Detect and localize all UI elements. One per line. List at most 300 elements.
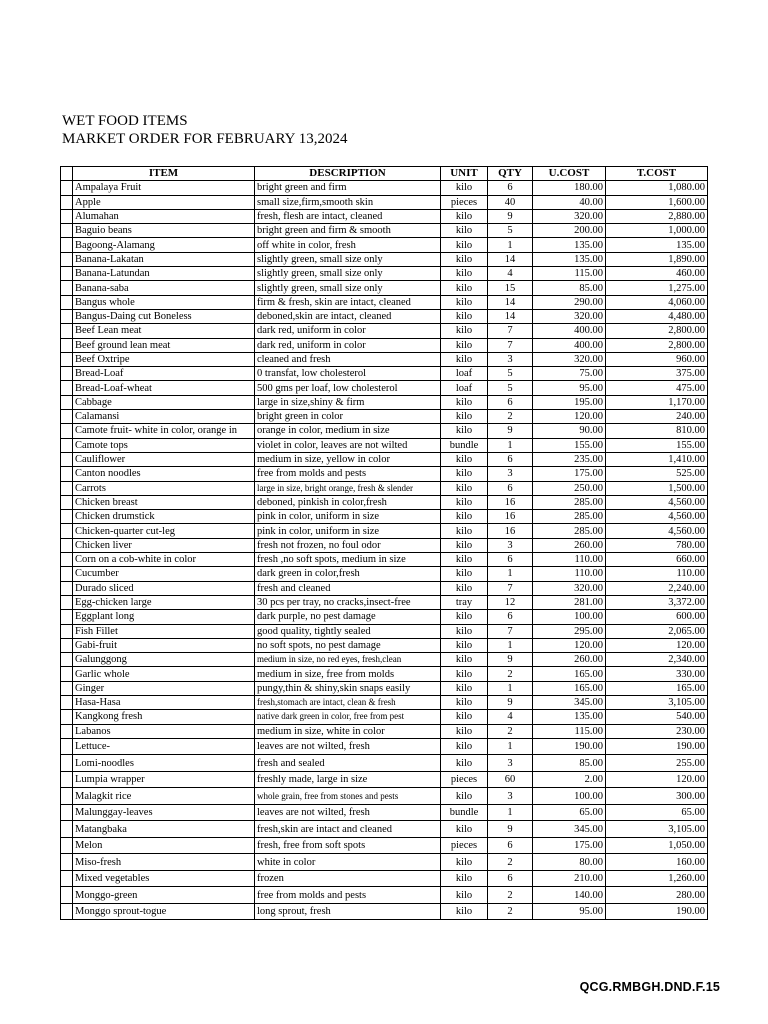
unit-cell: kilo <box>441 395 488 409</box>
table-row <box>61 181 708 195</box>
row-marker-cell <box>61 681 73 695</box>
unit-cost-cell: 115.00 <box>533 267 606 281</box>
row-marker-header <box>61 167 73 181</box>
description-cell: firm & fresh, skin are intact, cleaned <box>255 295 441 309</box>
unit-cell: kilo <box>441 788 488 805</box>
unit-cell: kilo <box>441 738 488 755</box>
unit-cost-cell: 200.00 <box>533 224 606 238</box>
item-cell: Lomi-noodles <box>73 755 255 772</box>
column-header-description: DESCRIPTION <box>255 167 441 181</box>
unit-cost-cell: 190.00 <box>533 738 606 755</box>
unit-cell: kilo <box>441 624 488 638</box>
unit-cost-cell: 110.00 <box>533 553 606 567</box>
item-cell: Camote fruit- white in color, orange in <box>73 424 255 438</box>
total-cost-cell: 810.00 <box>606 424 708 438</box>
unit-cost-cell: 85.00 <box>533 755 606 772</box>
total-cost-cell: 1,000.00 <box>606 224 708 238</box>
item-cell: Monggo-green <box>73 887 255 904</box>
item-cell: Gabi-fruit <box>73 638 255 652</box>
table-row <box>61 887 708 904</box>
description-cell: 0 transfat, low cholesterol <box>255 367 441 381</box>
table-row <box>61 837 708 854</box>
total-cost-cell: 960.00 <box>606 352 708 366</box>
unit-cell: kilo <box>441 724 488 738</box>
qty-cell: 3 <box>488 467 533 481</box>
table-row <box>61 252 708 266</box>
description-cell: cleaned and fresh <box>255 352 441 366</box>
item-cell: Bread-Loaf <box>73 367 255 381</box>
table-row <box>61 510 708 524</box>
table-row <box>61 467 708 481</box>
table-row <box>61 338 708 352</box>
qty-cell: 7 <box>488 624 533 638</box>
table-row <box>61 367 708 381</box>
unit-cost-cell: 40.00 <box>533 195 606 209</box>
item-cell: Kangkong fresh <box>73 710 255 724</box>
unit-cell: tray <box>441 595 488 609</box>
unit-cost-cell: 90.00 <box>533 424 606 438</box>
item-cell: Carrots <box>73 481 255 495</box>
unit-cell: loaf <box>441 381 488 395</box>
item-cell: Monggo sprout-togue <box>73 903 255 920</box>
unit-cost-cell: 400.00 <box>533 338 606 352</box>
row-marker-cell <box>61 710 73 724</box>
description-cell: slightly green, small size only <box>255 267 441 281</box>
item-cell: Labanos <box>73 724 255 738</box>
table-row <box>61 209 708 223</box>
item-cell: Camote tops <box>73 438 255 452</box>
unit-cost-cell: 100.00 <box>533 610 606 624</box>
total-cost-cell: 330.00 <box>606 667 708 681</box>
row-marker-cell <box>61 395 73 409</box>
unit-cell: kilo <box>441 538 488 552</box>
row-marker-cell <box>61 224 73 238</box>
item-cell: Baguio beans <box>73 224 255 238</box>
item-cell: Bangus-Daing cut Boneless <box>73 309 255 323</box>
qty-cell: 2 <box>488 410 533 424</box>
qty-cell: 6 <box>488 837 533 854</box>
total-cost-cell: 475.00 <box>606 381 708 395</box>
table-row <box>61 804 708 821</box>
table-row <box>61 854 708 871</box>
qty-cell: 12 <box>488 595 533 609</box>
item-cell: Bangus whole <box>73 295 255 309</box>
item-cell: Durado sliced <box>73 581 255 595</box>
description-cell: freshly made, large in size <box>255 771 441 788</box>
unit-cell: kilo <box>441 281 488 295</box>
item-cell: Bread-Loaf-wheat <box>73 381 255 395</box>
table-row <box>61 524 708 538</box>
table-row <box>61 381 708 395</box>
item-cell: Miso-fresh <box>73 854 255 871</box>
unit-cell: kilo <box>441 481 488 495</box>
unit-cost-cell: 135.00 <box>533 238 606 252</box>
total-cost-cell: 2,065.00 <box>606 624 708 638</box>
unit-cell: kilo <box>441 854 488 871</box>
unit-cell: kilo <box>441 653 488 667</box>
description-cell: leaves are not wilted, fresh <box>255 804 441 821</box>
table-row <box>61 653 708 667</box>
unit-cost-cell: 140.00 <box>533 887 606 904</box>
item-cell: Banana-Latundan <box>73 267 255 281</box>
item-cell: Canton noodles <box>73 467 255 481</box>
row-marker-cell <box>61 452 73 466</box>
unit-cost-cell: 155.00 <box>533 438 606 452</box>
total-cost-cell: 1,080.00 <box>606 181 708 195</box>
unit-cell: kilo <box>441 324 488 338</box>
qty-cell: 2 <box>488 903 533 920</box>
description-cell: medium in size, white in color <box>255 724 441 738</box>
total-cost-cell: 300.00 <box>606 788 708 805</box>
total-cost-cell: 160.00 <box>606 854 708 871</box>
item-cell: Egg-chicken large <box>73 595 255 609</box>
description-cell: fresh and cleaned <box>255 581 441 595</box>
qty-cell: 4 <box>488 267 533 281</box>
qty-cell: 5 <box>488 381 533 395</box>
description-cell: fresh, flesh are intact, cleaned <box>255 209 441 223</box>
qty-cell: 2 <box>488 854 533 871</box>
item-cell: Chicken liver <box>73 538 255 552</box>
row-marker-cell <box>61 870 73 887</box>
table-row <box>61 724 708 738</box>
unit-cost-cell: 320.00 <box>533 352 606 366</box>
unit-cost-cell: 345.00 <box>533 821 606 838</box>
total-cost-cell: 230.00 <box>606 724 708 738</box>
row-marker-cell <box>61 653 73 667</box>
qty-cell: 16 <box>488 495 533 509</box>
unit-cost-cell: 175.00 <box>533 467 606 481</box>
table-row <box>61 267 708 281</box>
column-header-item: ITEM <box>73 167 255 181</box>
description-cell: good quality, tightly sealed <box>255 624 441 638</box>
qty-cell: 2 <box>488 887 533 904</box>
row-marker-cell <box>61 238 73 252</box>
qty-cell: 1 <box>488 681 533 695</box>
row-marker-cell <box>61 495 73 509</box>
unit-cost-cell: 290.00 <box>533 295 606 309</box>
qty-cell: 7 <box>488 324 533 338</box>
description-cell: off white in color, fresh <box>255 238 441 252</box>
column-header-total-cost: T.COST <box>606 167 708 181</box>
table-header-row <box>61 167 708 181</box>
row-marker-cell <box>61 788 73 805</box>
table-row <box>61 352 708 366</box>
item-cell: Eggplant long <box>73 610 255 624</box>
unit-cell: kilo <box>441 870 488 887</box>
total-cost-cell: 4,560.00 <box>606 495 708 509</box>
row-marker-cell <box>61 821 73 838</box>
table-row <box>61 195 708 209</box>
qty-cell: 14 <box>488 309 533 323</box>
row-marker-cell <box>61 887 73 904</box>
table-row <box>61 238 708 252</box>
total-cost-cell: 1,890.00 <box>606 252 708 266</box>
item-cell: Matangbaka <box>73 821 255 838</box>
row-marker-cell <box>61 567 73 581</box>
table-row <box>61 324 708 338</box>
item-cell: Beef ground lean meat <box>73 338 255 352</box>
table-row <box>61 624 708 638</box>
qty-cell: 1 <box>488 638 533 652</box>
row-marker-cell <box>61 295 73 309</box>
item-cell: Apple <box>73 195 255 209</box>
item-cell: Malagkit rice <box>73 788 255 805</box>
description-cell: fresh and sealed <box>255 755 441 772</box>
column-header-unit: UNIT <box>441 167 488 181</box>
item-cell: Cucumber <box>73 567 255 581</box>
table-row <box>61 495 708 509</box>
row-marker-cell <box>61 755 73 772</box>
row-marker-cell <box>61 538 73 552</box>
description-cell: slightly green, small size only <box>255 281 441 295</box>
qty-cell: 1 <box>488 804 533 821</box>
total-cost-cell: 2,880.00 <box>606 209 708 223</box>
row-marker-cell <box>61 524 73 538</box>
description-cell: violet in color, leaves are not wilted <box>255 438 441 452</box>
unit-cost-cell: 95.00 <box>533 903 606 920</box>
qty-cell: 3 <box>488 788 533 805</box>
unit-cost-cell: 180.00 <box>533 181 606 195</box>
description-cell: dark purple, no pest damage <box>255 610 441 624</box>
row-marker-cell <box>61 267 73 281</box>
unit-cell: bundle <box>441 804 488 821</box>
row-marker-cell <box>61 438 73 452</box>
qty-cell: 3 <box>488 538 533 552</box>
total-cost-cell: 2,800.00 <box>606 324 708 338</box>
description-cell: pink in color, uniform in size <box>255 524 441 538</box>
unit-cost-cell: 400.00 <box>533 324 606 338</box>
item-cell: Alumahan <box>73 209 255 223</box>
total-cost-cell: 2,340.00 <box>606 653 708 667</box>
unit-cell: kilo <box>441 667 488 681</box>
total-cost-cell: 4,560.00 <box>606 524 708 538</box>
column-header-qty: QTY <box>488 167 533 181</box>
unit-cost-cell: 80.00 <box>533 854 606 871</box>
qty-cell: 7 <box>488 581 533 595</box>
unit-cost-cell: 135.00 <box>533 710 606 724</box>
table-row <box>61 788 708 805</box>
form-code: QCG.RMBGH.DND.F.15 <box>579 980 720 994</box>
unit-cell: kilo <box>441 510 488 524</box>
unit-cell: bundle <box>441 438 488 452</box>
unit-cell: kilo <box>441 903 488 920</box>
row-marker-cell <box>61 467 73 481</box>
table-row <box>61 710 708 724</box>
qty-cell: 16 <box>488 524 533 538</box>
unit-cell: kilo <box>441 821 488 838</box>
total-cost-cell: 255.00 <box>606 755 708 772</box>
table-row <box>61 295 708 309</box>
description-cell: 500 gms per loaf, low cholesterol <box>255 381 441 395</box>
unit-cost-cell: 2.00 <box>533 771 606 788</box>
unit-cell: kilo <box>441 681 488 695</box>
description-cell: orange in color, medium in size <box>255 424 441 438</box>
total-cost-cell: 165.00 <box>606 681 708 695</box>
qty-cell: 6 <box>488 610 533 624</box>
qty-cell: 1 <box>488 438 533 452</box>
table-row <box>61 538 708 552</box>
unit-cost-cell: 195.00 <box>533 395 606 409</box>
total-cost-cell: 600.00 <box>606 610 708 624</box>
total-cost-cell: 120.00 <box>606 638 708 652</box>
qty-cell: 4 <box>488 710 533 724</box>
table-row <box>61 281 708 295</box>
unit-cost-cell: 285.00 <box>533 510 606 524</box>
table-row <box>61 410 708 424</box>
unit-cell: pieces <box>441 837 488 854</box>
total-cost-cell: 460.00 <box>606 267 708 281</box>
description-cell: free from molds and pests <box>255 887 441 904</box>
description-cell: fresh,stomach are intact, clean & fresh <box>255 695 441 709</box>
table-row <box>61 903 708 920</box>
unit-cell: pieces <box>441 195 488 209</box>
description-cell: fresh,skin are intact and cleaned <box>255 821 441 838</box>
row-marker-cell <box>61 424 73 438</box>
unit-cost-cell: 320.00 <box>533 209 606 223</box>
total-cost-cell: 120.00 <box>606 771 708 788</box>
row-marker-cell <box>61 667 73 681</box>
total-cost-cell: 1,600.00 <box>606 195 708 209</box>
item-cell: Ginger <box>73 681 255 695</box>
item-cell: Lumpia wrapper <box>73 771 255 788</box>
item-cell: Lettuce- <box>73 738 255 755</box>
unit-cell: pieces <box>441 771 488 788</box>
row-marker-cell <box>61 352 73 366</box>
unit-cell: kilo <box>441 452 488 466</box>
qty-cell: 5 <box>488 367 533 381</box>
row-marker-cell <box>61 553 73 567</box>
unit-cost-cell: 75.00 <box>533 367 606 381</box>
total-cost-cell: 375.00 <box>606 367 708 381</box>
table-row <box>61 755 708 772</box>
qty-cell: 2 <box>488 724 533 738</box>
item-cell: Cauliflower <box>73 452 255 466</box>
description-cell: no soft spots, no pest damage <box>255 638 441 652</box>
unit-cost-cell: 345.00 <box>533 695 606 709</box>
row-marker-cell <box>61 724 73 738</box>
total-cost-cell: 525.00 <box>606 467 708 481</box>
table-row <box>61 771 708 788</box>
row-marker-cell <box>61 381 73 395</box>
description-cell: pink in color, uniform in size <box>255 510 441 524</box>
table-row <box>61 821 708 838</box>
description-cell: bright green and firm & smooth <box>255 224 441 238</box>
description-cell: dark red, uniform in color <box>255 324 441 338</box>
description-cell: white in color <box>255 854 441 871</box>
description-cell: small size,firm,smooth skin <box>255 195 441 209</box>
unit-cell: kilo <box>441 553 488 567</box>
qty-cell: 15 <box>488 281 533 295</box>
row-marker-cell <box>61 581 73 595</box>
total-cost-cell: 155.00 <box>606 438 708 452</box>
qty-cell: 9 <box>488 695 533 709</box>
qty-cell: 5 <box>488 224 533 238</box>
row-marker-cell <box>61 309 73 323</box>
unit-cell: kilo <box>441 695 488 709</box>
row-marker-cell <box>61 367 73 381</box>
item-cell: Hasa-Hasa <box>73 695 255 709</box>
table-row <box>61 610 708 624</box>
row-marker-cell <box>61 903 73 920</box>
row-marker-cell <box>61 624 73 638</box>
table-row <box>61 567 708 581</box>
row-marker-cell <box>61 510 73 524</box>
unit-cost-cell: 120.00 <box>533 410 606 424</box>
total-cost-cell: 2,800.00 <box>606 338 708 352</box>
item-cell: Malunggay-leaves <box>73 804 255 821</box>
unit-cost-cell: 115.00 <box>533 724 606 738</box>
unit-cell: kilo <box>441 267 488 281</box>
unit-cell: kilo <box>441 424 488 438</box>
unit-cell: kilo <box>441 309 488 323</box>
unit-cell: kilo <box>441 755 488 772</box>
item-cell: Banana-Lakatan <box>73 252 255 266</box>
table-row <box>61 553 708 567</box>
qty-cell: 9 <box>488 653 533 667</box>
table-row <box>61 481 708 495</box>
description-cell: large in size,shiny & firm <box>255 395 441 409</box>
unit-cell: kilo <box>441 467 488 481</box>
unit-cost-cell: 100.00 <box>533 788 606 805</box>
table-row <box>61 452 708 466</box>
row-marker-cell <box>61 804 73 821</box>
total-cost-cell: 3,105.00 <box>606 695 708 709</box>
row-marker-cell <box>61 638 73 652</box>
description-cell: deboned,skin are intact, cleaned <box>255 309 441 323</box>
unit-cost-cell: 135.00 <box>533 252 606 266</box>
unit-cost-cell: 320.00 <box>533 309 606 323</box>
table-row <box>61 667 708 681</box>
qty-cell: 14 <box>488 295 533 309</box>
column-header-unit-cost: U.COST <box>533 167 606 181</box>
item-cell: Chicken breast <box>73 495 255 509</box>
description-cell: dark red, uniform in color <box>255 338 441 352</box>
total-cost-cell: 4,560.00 <box>606 510 708 524</box>
qty-cell: 60 <box>488 771 533 788</box>
unit-cell: kilo <box>441 252 488 266</box>
unit-cell: kilo <box>441 295 488 309</box>
total-cost-cell: 1,500.00 <box>606 481 708 495</box>
item-cell: Bagoong-Alamang <box>73 238 255 252</box>
table-row <box>61 638 708 652</box>
unit-cell: kilo <box>441 181 488 195</box>
table-row <box>61 309 708 323</box>
description-cell: medium in size, yellow in color <box>255 452 441 466</box>
qty-cell: 3 <box>488 352 533 366</box>
description-cell: leaves are not wilted, fresh <box>255 738 441 755</box>
description-cell: frozen <box>255 870 441 887</box>
unit-cost-cell: 320.00 <box>533 581 606 595</box>
total-cost-cell: 110.00 <box>606 567 708 581</box>
qty-cell: 2 <box>488 667 533 681</box>
item-cell: Calamansi <box>73 410 255 424</box>
table-row <box>61 438 708 452</box>
unit-cost-cell: 165.00 <box>533 667 606 681</box>
row-marker-cell <box>61 324 73 338</box>
row-marker-cell <box>61 281 73 295</box>
total-cost-cell: 4,480.00 <box>606 309 708 323</box>
unit-cost-cell: 260.00 <box>533 653 606 667</box>
table-row <box>61 681 708 695</box>
total-cost-cell: 65.00 <box>606 804 708 821</box>
description-cell: fresh ,no soft spots, medium in size <box>255 553 441 567</box>
description-cell: bright green in color <box>255 410 441 424</box>
document-title: WET FOOD ITEMS <box>62 113 188 129</box>
total-cost-cell: 4,060.00 <box>606 295 708 309</box>
unit-cost-cell: 95.00 <box>533 381 606 395</box>
table-row <box>61 738 708 755</box>
qty-cell: 40 <box>488 195 533 209</box>
